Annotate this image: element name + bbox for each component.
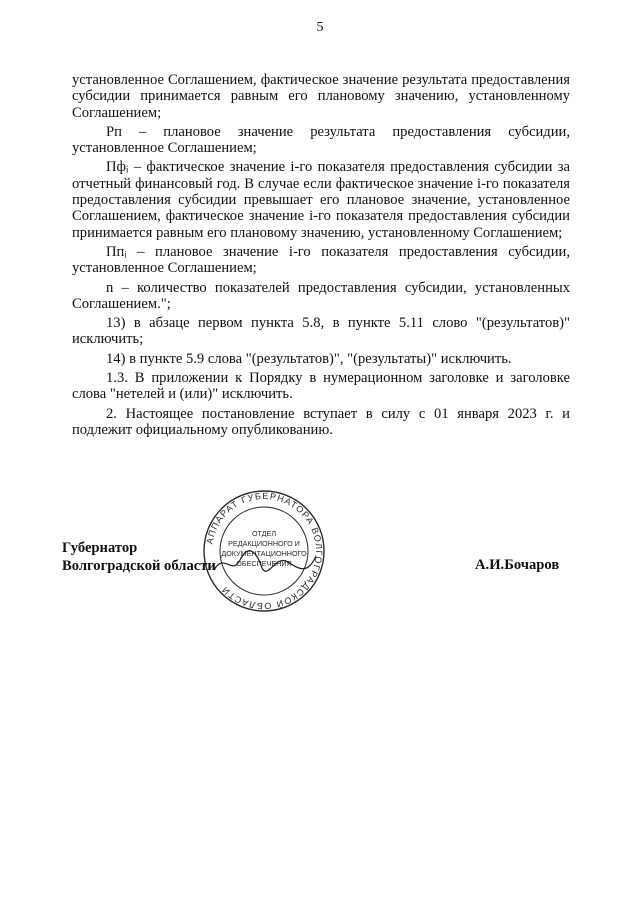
paragraph: 13) в абзаце первом пункта 5.8, в пункте 5.11 слово "(результатов)" исключить; — [72, 315, 570, 348]
paragraph: Рп – плановое значение результата предоставления субсидии, установленное Соглашением; — [72, 123, 570, 157]
stamp-outer-text: АППАРАТ ГУБЕРНАТОРА ВОЛГОГРАДСКОЙ ОБЛАСТИ — [204, 490, 325, 612]
signatory-title-line: Губернатор — [62, 540, 138, 556]
paragraph: Пфᵢ – фактическое значение i-го показателя предоставления субсидии за отчетный финансовый год. В случае если фактическое значение i-го показателя предоставления субсидии превышает его плановое значение, установленное Соглашением, фактическое значение i-го показателя предоставления субсидии принимается равным его плановому значению, установленному Соглашением; — [72, 159, 570, 241]
page-number: 5 — [316, 20, 324, 35]
paragraph: 2. Настоящее постановление вступает в силу с 01 января 2023 г. и подлежит официальному опубликованию. — [72, 405, 570, 438]
signatory-name: А.И.Бочаров — [475, 557, 560, 573]
paragraph: установленное Соглашением, фактическое значение результата предоставления субсидии принимается равным его плановому значению, установленному Соглашением; — [72, 72, 570, 121]
handwritten-signature — [210, 546, 320, 587]
paragraph: Ппᵢ – плановое значение i-го показателя предоставления субсидии, установленное Соглашением; — [72, 243, 570, 277]
signatory-title-line: Волгоградской области — [62, 558, 216, 574]
stamp-line: РЕДАКЦИОННОГО И — [228, 539, 300, 548]
stamp-line: ОБЕСПЕЧЕНИЯ — [236, 559, 292, 568]
document-body — [72, 72, 570, 438]
paragraph: 1.3. В приложении к Порядку в нумерационном заголовке и заголовке слова "нетелей и (или)" исключить. — [72, 370, 570, 403]
signatory-title — [62, 539, 216, 575]
paragraph: n – количество показателей предоставления субсидии, установленных Соглашением."; — [72, 279, 570, 312]
paragraph: 14) в пункте 5.9 слова "(результатов)", "(результаты)" исключить. — [106, 350, 512, 367]
stamp-line: ОТДЕЛ — [251, 529, 277, 538]
stamp-line: ДОКУМЕНТАЦИОННОГО — [221, 549, 307, 558]
